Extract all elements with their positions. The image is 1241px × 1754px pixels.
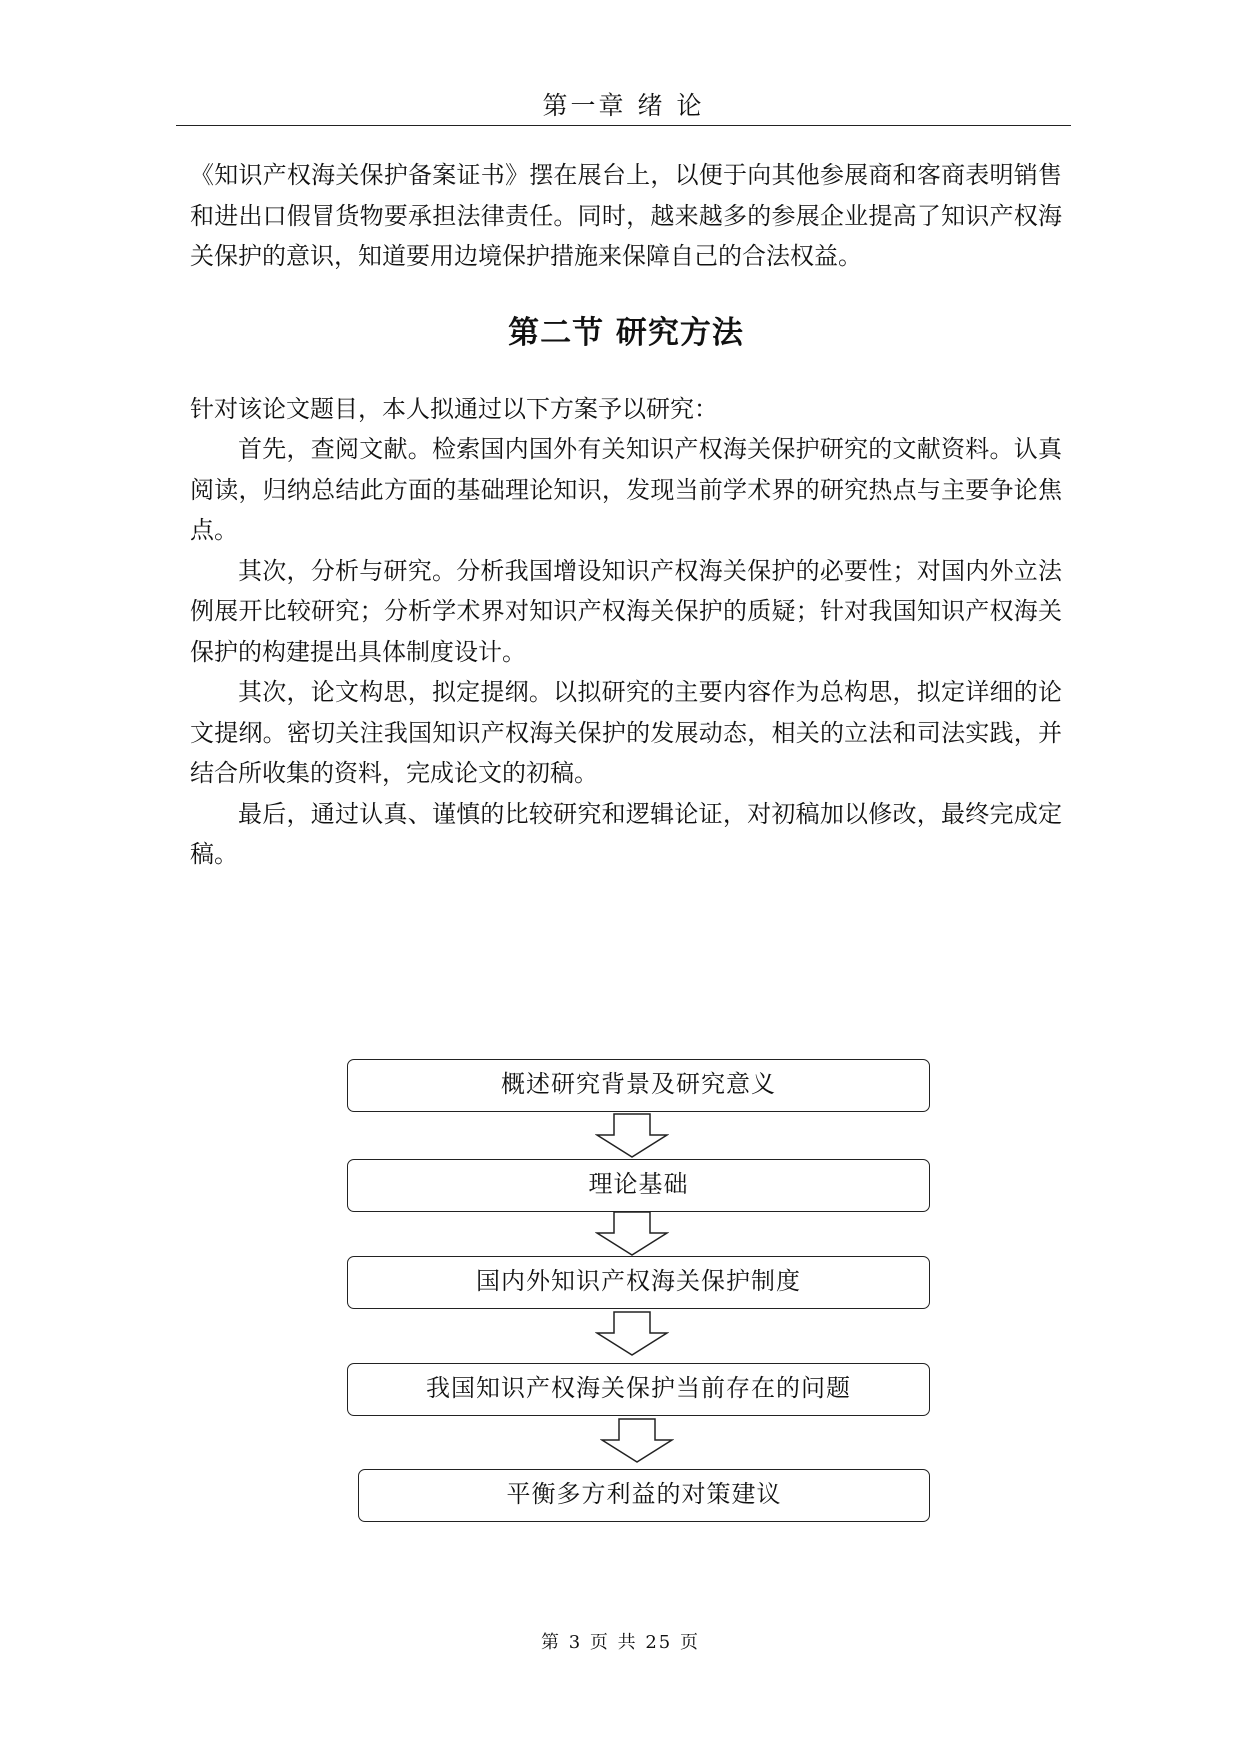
method-paragraph-1: 首先，查阅文献。检索国内国外有关知识产权海关保护研究的文献资料。认真阅读，归纳总结此方面的基础理论知识，发现当前学术界的研究热点与主要争论焦点。 — [190, 435, 1062, 544]
down-arrow-icon — [595, 1113, 669, 1159]
flow-step-4: 我国知识产权海关保护当前存在的问题 — [347, 1363, 930, 1416]
method-paragraph-2: 其次，分析与研究。分析我国增设知识产权海关保护的必要性；对国内外立法例展开比较研究；分析学术界对知识产权海关保护的质疑；针对我国知识产权海关保护的构建提出具体制度设计。 — [190, 556, 1062, 666]
header-rule — [176, 125, 1071, 126]
down-arrow-icon — [600, 1418, 674, 1464]
method-paragraph-4: 最后，通过认真、谨慎的比较研究和逻辑论证，对初稿加以修改，最终完成定稿。 — [190, 799, 1062, 868]
continued-paragraph: 《知识产权海关保护备案证书》摆在展台上，以便于向其他参展商和客商表明销售和进出口假冒货物要承担法律责任。同时，越来越多的参展企业提高了知识产权海关保护的意识，知道要用边境保护措施来保障自己的合法权益。 — [190, 161, 1062, 270]
section-title: 第二节 研究方法 — [508, 314, 744, 351]
down-arrow-icon — [595, 1311, 669, 1357]
method-paragraph-3: 其次，论文构思，拟定提纲。以拟研究的主要内容作为总构思，拟定详细的论文提纲。密切关注我国知识产权海关保护的发展动态，相关的立法和司法实践，并结合所收集的资料，完成论文的初稿。 — [190, 678, 1062, 787]
document-body — [190, 155, 1062, 875]
flow-step-2: 理论基础 — [347, 1159, 930, 1212]
flow-step-5: 平衡多方利益的对策建议 — [358, 1469, 930, 1522]
page-number: 第 3 页 共 25 页 — [541, 1632, 700, 1653]
down-arrow-icon — [595, 1211, 669, 1257]
flow-step-1: 概述研究背景及研究意义 — [347, 1059, 930, 1112]
section-intro: 针对该论文题目，本人拟通过以下方案予以研究： — [190, 394, 718, 423]
flow-step-3: 国内外知识产权海关保护制度 — [347, 1256, 930, 1309]
running-header: 第一章 绪 论 — [542, 91, 705, 120]
